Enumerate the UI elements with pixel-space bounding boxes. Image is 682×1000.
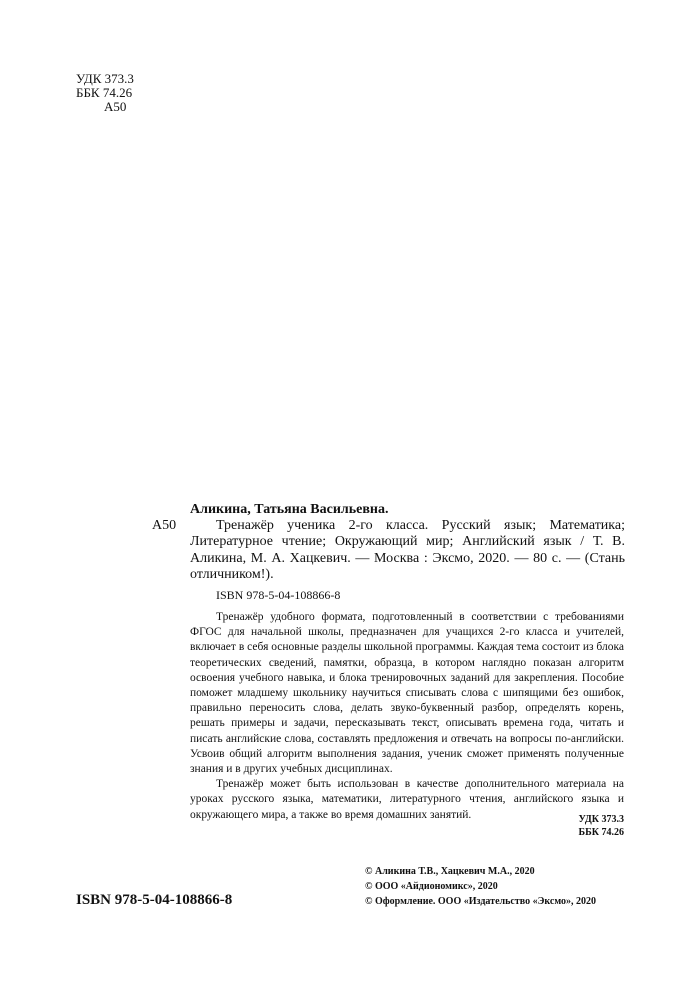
bbk-code: ББК 74.26: [76, 85, 133, 100]
bibliographic-text: Тренажёр ученика 2-го класса. Русский язык; Математика; Литературное чтение; Окружающий мир; Английский язык / Т. В. Аликина, М. А. Хацкевич. — Москва : Эксмо, 2020. — 80 с. — (Стань отличником!).: [190, 518, 625, 583]
udk-code: УДК 373.3: [76, 71, 134, 86]
annotation: [190, 610, 624, 823]
copyright-line: © Оформление. ООО «Издательство «Эксмо», 2020: [365, 896, 596, 908]
bibliographic-description: [190, 518, 625, 584]
bbk-code-right: ББК 74.26: [578, 827, 624, 838]
top-classification-codes: [76, 72, 134, 114]
copyright-block: [365, 864, 596, 910]
record-author-mark: А50: [152, 518, 177, 533]
copyright-line: © ООО «Айдиономикс», 2020: [365, 881, 498, 893]
copyright-line: © Аликина Т.В., Хацкевич М.А., 2020: [365, 866, 535, 877]
record-isbn: ISBN 978-5-04-108866-8: [216, 588, 341, 602]
annotation-paragraph-2: Тренажёр может быть использован в качестве дополнительного материала на уроках русского языка, математики, литературного чтения, английского языка и окружающего мира, а также во время домашних занятий.: [190, 778, 624, 821]
right-classification-codes: [560, 813, 624, 839]
author-mark: А50: [104, 99, 127, 114]
annotation-paragraph-1: Тренажёр удобного формата, подготовленный в соответствии с требованиями ФГОС для начальной школы, предназначен для учащихся 2-го класса и учителей, включает в себя основные разделы школьной программы. Каждая тема состоит из блока теоретических сведений, памятки, образца, в котором наглядно показан алгоритм освоения учебного навыка, и блока тренировочных заданий для закрепления. Пособие поможет младшему школьнику научиться списывать слова с шипящими без ошибок, правильно переносить слова, делать звуко-буквенный разбор, определять корень, решать примеры и задачи, пересказывать текст, описывать времена года, читать и писать английские слова, составлять предложения и отвечать на вопросы по-английски. Усвоив общий алгоритм выполнения задания, ученик сможет применять полученные знания и в других учебных дисциплинах.: [190, 611, 624, 776]
isbn-bottom: ISBN 978-5-04-108866-8: [76, 892, 233, 908]
record-author: Аликина, Татьяна Васильевна.: [190, 502, 389, 517]
udk-code-right: УДК 373.3: [578, 814, 624, 825]
